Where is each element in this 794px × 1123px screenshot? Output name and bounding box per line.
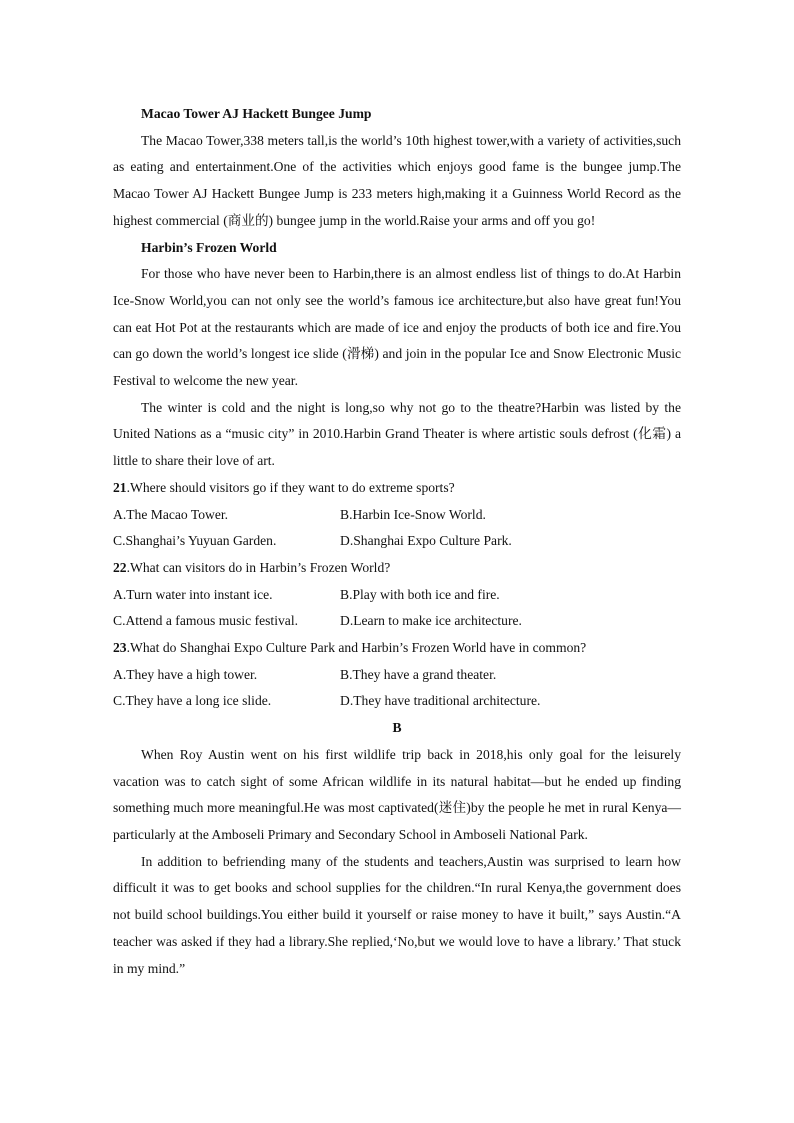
passage-b-paragraph-2: In addition to befriending many of the students and teachers,Austin was surprised to learn how difficult it was to get books and school supplies for the children.“In rural Kenya,the government does not build school buildings.You either build it yourself or raise money to have it built,” says Austin.“A teacher was asked if they had a library.She replied,‘No,but we would love to have a library.’ That stuck in my mind.” (113, 853, 681, 976)
section-letter-b: B (392, 720, 402, 736)
document-page (113, 101, 681, 982)
harbin-paragraph-1: For those who have never been to Harbin,there is an almost endless list of things to do.At Harbin Ice-Snow World,you can not only see the world’s famous ice architecture,but also have great fun!You can eat Hot Pot at the restaurants which are made of ice and enjoy the products of both ice and fire.You can go down the world’s longest ice slide (滑梯) and join in the popular Ice and Snow Electronic Music Festival to welcome the new year. (113, 266, 681, 389)
options-row (113, 502, 681, 529)
question-text: .Where should visitors go if they want to do extreme sports? (126, 479, 455, 495)
question-text: .What do Shanghai Expo Culture Park and Harbin’s Frozen World have in common? (126, 640, 587, 656)
option-c: C.Attend a famous music festival. (113, 613, 298, 629)
options-row (113, 688, 681, 715)
options-row (113, 662, 681, 689)
passage-b-paragraph-1: When Roy Austin went on his first wildlife trip back in 2018,his only goal for the leisurely vacation was to catch sight of some African wildlife in its natural habitat—but he ended up finding something much more meaningful.He was most captivated(迷住)by the people he met in rural Kenya—particularly at the Amboseli Primary and Secondary School in Amboseli National Park. (113, 746, 681, 842)
question-number: 23 (113, 640, 127, 656)
options-row (113, 528, 681, 555)
question-22 (113, 555, 681, 582)
options-row (113, 608, 681, 635)
question-21 (113, 475, 681, 502)
question-number: 22 (113, 559, 127, 575)
question-number: 21 (113, 479, 127, 495)
option-d: D.Learn to make ice architecture. (340, 613, 522, 629)
option-c: C.They have a long ice slide. (113, 693, 272, 709)
option-b: B.Play with both ice and fire. (340, 586, 500, 602)
question-text: .What can visitors do in Harbin’s Frozen World? (126, 559, 391, 575)
macao-heading: Macao Tower AJ Hackett Bungee Jump (141, 106, 372, 121)
harbin-paragraph-2: The winter is cold and the night is long,so why not go to the theatre?Harbin was listed by the United Nations as a “music city” in 2010.Harbin Grand Theater is where artistic souls defrost (化霜) a little to share their love of art. (113, 399, 681, 469)
options-row (113, 582, 681, 609)
option-c: C.Shanghai’s Yuyuan Garden. (113, 533, 277, 549)
harbin-heading: Harbin’s Frozen World (141, 239, 277, 255)
option-d: D.They have traditional architecture. (340, 693, 541, 709)
question-23 (113, 635, 681, 662)
macao-paragraph: The Macao Tower,338 meters tall,is the world’s 10th highest tower,with a variety of activities,such as eating and entertainment.One of the activities which enjoys good fame is the bungee jump.The Macao Tower AJ Hackett Bungee Jump is 233 meters high,making it a Guinness World Record as the highest commercial (商业的) bungee jump in the world.Raise your arms and off you go! (113, 132, 681, 228)
option-b: B.Harbin Ice-Snow World. (340, 506, 486, 522)
option-d: D.Shanghai Expo Culture Park. (340, 533, 512, 549)
option-b: B.They have a grand theater. (340, 666, 497, 682)
option-a: A.Turn water into instant ice. (113, 586, 273, 602)
option-a: A.They have a high tower. (113, 666, 258, 682)
option-a: A.The Macao Tower. (113, 506, 229, 522)
